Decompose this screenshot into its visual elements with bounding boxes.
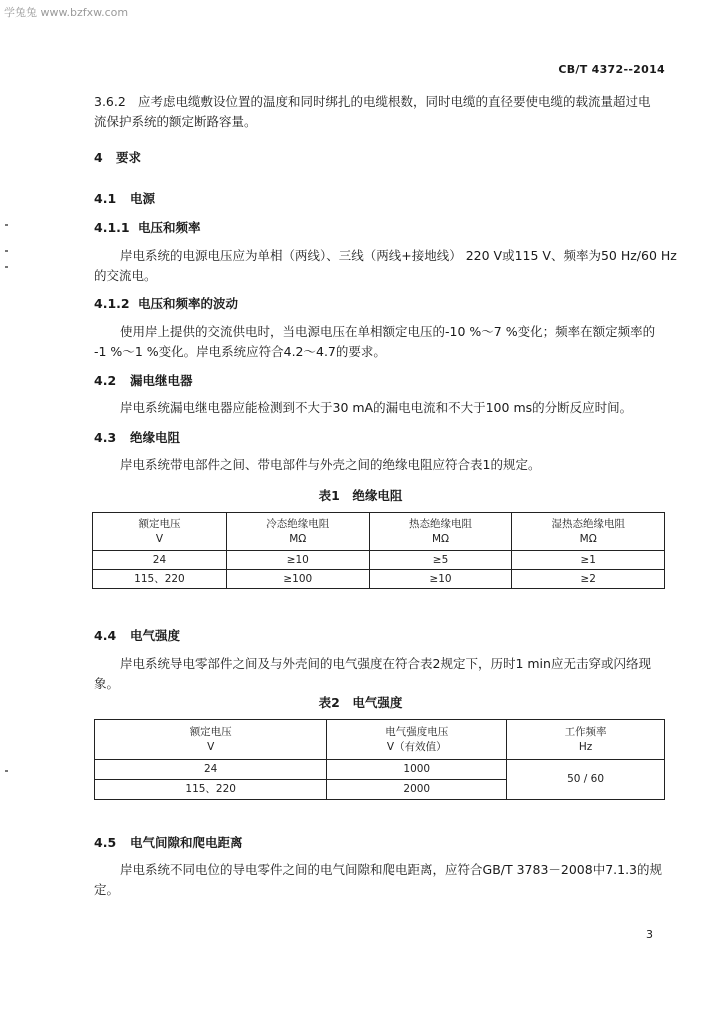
table-cell: 24 bbox=[93, 551, 227, 570]
section-title: 电气强度 bbox=[130, 628, 181, 643]
section-4-4-text-line1: 岸电系统导电零部件之间及与外壳间的电气强度在符合表2规定下，历时1 min应无击穿或闪络现 bbox=[120, 656, 651, 671]
header-name: 工作频率 bbox=[564, 725, 607, 738]
table-header-cell bbox=[95, 720, 327, 760]
clause-text-line1: 应考虑电缆敷设位置的温度和同时绑扎的电缆根数，同时电缆的直径要使电缆的载流量超过电 bbox=[138, 94, 651, 109]
section-4-1-2-text-line1: 使用岸上提供的交流供电时，当电源电压在单相额定电压的-10 %～7 %变化；频率在额定频率的 bbox=[120, 324, 656, 339]
table-cell: ≥10 bbox=[369, 570, 512, 589]
section-4-1-1-heading bbox=[94, 218, 201, 236]
section-number: 4.1.2 bbox=[94, 296, 130, 311]
section-4-4-heading bbox=[94, 626, 180, 644]
scan-mark bbox=[5, 770, 8, 772]
table-cell: ≥100 bbox=[226, 570, 369, 589]
section-number: 4.5 bbox=[94, 835, 117, 850]
table-header-row bbox=[95, 720, 665, 760]
table1-caption: 表1 绝缘电阻 bbox=[318, 488, 403, 503]
table-cell: ≥1 bbox=[512, 551, 665, 570]
table-row bbox=[95, 760, 665, 780]
section-4-5-text-line1: 岸电系统不同电位的导电零件之间的电气间隙和爬电距离，应符合GB/T 3783－2008中7.1.3的规 bbox=[120, 862, 663, 877]
table-cell: 115、220 bbox=[95, 780, 327, 800]
section-number: 4 bbox=[94, 150, 103, 165]
page-number: 3 bbox=[646, 928, 653, 941]
frequency-cell: 50 / 60 bbox=[507, 760, 665, 800]
section-number: 4.4 bbox=[94, 628, 117, 643]
table2 bbox=[94, 719, 665, 800]
scan-mark bbox=[5, 266, 8, 268]
section-4-5-heading bbox=[94, 833, 243, 851]
section-4-3-heading bbox=[94, 428, 180, 446]
clause-number: 3.6.2 bbox=[94, 94, 126, 109]
section-title: 漏电继电器 bbox=[130, 373, 193, 388]
section-title: 要求 bbox=[116, 150, 142, 165]
header-name: 额定电压 bbox=[138, 517, 181, 530]
table-cell: ≥2 bbox=[512, 570, 665, 589]
table-row bbox=[93, 570, 665, 589]
section-title: 电压和频率 bbox=[138, 220, 201, 235]
table-row bbox=[93, 551, 665, 570]
section-number: 4.3 bbox=[94, 430, 117, 445]
table-cell: 1000 bbox=[327, 760, 507, 780]
section-title: 电压和频率的波动 bbox=[138, 296, 239, 311]
table-header-cell bbox=[507, 720, 665, 760]
section-title: 电源 bbox=[130, 191, 156, 206]
section-4-2-text: 岸电系统漏电继电器应能检测到不大于30 mA的漏电电流和不大于100 ms的分断反应时间。 bbox=[120, 400, 633, 415]
header-unit: V bbox=[155, 532, 164, 545]
section-4-1-1-text-line2: 的交流电。 bbox=[94, 268, 157, 283]
table-header-cell bbox=[93, 513, 227, 551]
section-4-1-2-text-line2: -1 %～1 %变化。岸电系统应符合4.2～4.7的要求。 bbox=[94, 344, 386, 359]
table1 bbox=[92, 512, 665, 589]
table-header-cell bbox=[226, 513, 369, 551]
section-4-3-text: 岸电系统带电部件之间、带电部件与外壳之间的绝缘电阻应符合表1的规定。 bbox=[120, 457, 541, 472]
watermark-text: 学兔兔 www.bzfxw.com bbox=[4, 6, 129, 19]
header-name: 电气强度电压 bbox=[385, 725, 449, 738]
table2-caption: 表2 电气强度 bbox=[318, 695, 403, 710]
table-cell: 24 bbox=[95, 760, 327, 780]
table-cell: ≥10 bbox=[226, 551, 369, 570]
header-name: 湿热态绝缘电阻 bbox=[551, 517, 625, 530]
header-unit: MΩ bbox=[289, 532, 307, 545]
header-name: 额定电压 bbox=[189, 725, 232, 738]
section-number: 4.2 bbox=[94, 373, 117, 388]
header-name: 冷态绝缘电阻 bbox=[266, 517, 330, 530]
table-cell: ≥5 bbox=[369, 551, 512, 570]
table-header-cell bbox=[327, 720, 507, 760]
table-cell: 115、220 bbox=[93, 570, 227, 589]
header-unit: V bbox=[207, 740, 215, 753]
header-unit: MΩ bbox=[432, 532, 450, 545]
section-4-heading bbox=[94, 148, 141, 166]
header-name: 热态绝缘电阻 bbox=[409, 517, 473, 530]
section-number: 4.1.1 bbox=[94, 220, 130, 235]
table-cell: 2000 bbox=[327, 780, 507, 800]
section-4-2-heading bbox=[94, 371, 193, 389]
table-header-cell bbox=[512, 513, 665, 551]
section-4-1-1-text-line1: 岸电系统的电源电压应为单相（两线）、三线（两线+接地线） 220 V或115 V、频率为50 Hz/60 Hz bbox=[120, 248, 677, 263]
header-unit: V（有效值） bbox=[386, 740, 447, 753]
table-header-cell bbox=[369, 513, 512, 551]
scan-mark bbox=[5, 224, 8, 226]
standard-number: CB/T 4372--2014 bbox=[558, 63, 665, 76]
section-number: 4.1 bbox=[94, 191, 117, 206]
header-unit: Hz bbox=[578, 740, 593, 753]
section-4-1-heading bbox=[94, 189, 155, 207]
section-4-4-text-line2: 象。 bbox=[94, 676, 120, 691]
section-title: 绝缘电阻 bbox=[130, 430, 181, 445]
scan-mark bbox=[5, 250, 8, 252]
clause-3-6-2 bbox=[94, 92, 651, 112]
table-header-row bbox=[93, 513, 665, 551]
clause-text-line2: 流保护系统的额定断路容量。 bbox=[94, 114, 257, 129]
header-unit: MΩ bbox=[579, 532, 597, 545]
section-4-5-text-line2: 定。 bbox=[94, 882, 120, 897]
section-title: 电气间隙和爬电距离 bbox=[130, 835, 243, 850]
section-4-1-2-heading bbox=[94, 294, 238, 312]
